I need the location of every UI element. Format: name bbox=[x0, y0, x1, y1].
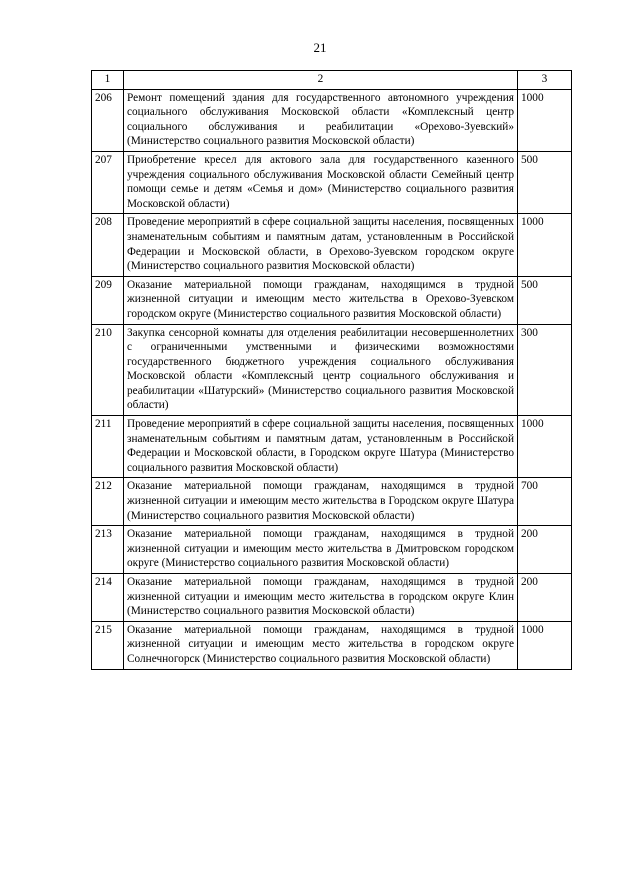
table-row bbox=[92, 276, 572, 324]
row-number: 212 bbox=[92, 478, 124, 526]
row-amount: 700 bbox=[518, 478, 572, 526]
row-description: Проведение мероприятий в сфере социальной защиты населения, посвященных знаменательным событиям и памятным датам, установленным в Российской Федерации и Московской области, в Городском округе Шатура (Министерство социального развития Московской области) bbox=[124, 416, 518, 478]
table-row bbox=[92, 526, 572, 574]
table-row bbox=[92, 478, 572, 526]
table-row bbox=[92, 151, 572, 213]
table-row bbox=[92, 621, 572, 669]
row-number: 214 bbox=[92, 574, 124, 622]
row-description: Проведение мероприятий в сфере социальной защиты населения, посвященных знаменательным событиям и памятным датам, установленным в Российской Федерации и Московской области, в Орехово-Зуевском городском округе (Министерство социального развития Московской области) bbox=[124, 214, 518, 276]
row-amount: 500 bbox=[518, 276, 572, 324]
row-amount: 500 bbox=[518, 151, 572, 213]
column-header-amount: 3 bbox=[518, 71, 572, 90]
row-amount: 200 bbox=[518, 574, 572, 622]
table-header-row bbox=[92, 71, 572, 90]
table-row bbox=[92, 214, 572, 276]
row-description: Оказание материальной помощи гражданам, находящимся в трудной жизненной ситуации и имеющим место жительства в городском округе Солнечногорск (Министерство социального развития Московской области) bbox=[124, 621, 518, 669]
row-amount: 1000 bbox=[518, 214, 572, 276]
row-amount: 1000 bbox=[518, 416, 572, 478]
row-number: 215 bbox=[92, 621, 124, 669]
table-row bbox=[92, 324, 572, 416]
row-description: Закупка сенсорной комнаты для отделения реабилитации несовершеннолетних с ограниченными умственными и физическими возможностями государственного бюджетного учреждения социального обслуживания Московской области «Комплексный центр социального обслуживания и реабилитации «Шатурский» (Министерство социального развития Московской области) bbox=[124, 324, 518, 416]
table-row bbox=[92, 574, 572, 622]
row-description: Оказание материальной помощи гражданам, находящимся в трудной жизненной ситуации и имеющим место жительства в Орехово-Зуевском городском округе (Министерство социального развития Московской области) bbox=[124, 276, 518, 324]
table-row bbox=[92, 416, 572, 478]
row-description: Приобретение кресел для актового зала для государственного казенного учреждения социального обслуживания Московской области Семейный центр помощи семье и детям «Семья и дом» (Министерство социального развития Московской области) bbox=[124, 151, 518, 213]
row-description: Оказание материальной помощи гражданам, находящимся в трудной жизненной ситуации и имеющим место жительства в городском округе Клин (Министерство социального развития Московской области) bbox=[124, 574, 518, 622]
page-number: 21 bbox=[313, 40, 327, 55]
row-description: Оказание материальной помощи гражданам, находящимся в трудной жизненной ситуации и имеющим место жительства в Дмитровском городском округе (Министерство социального развития Московской области) bbox=[124, 526, 518, 574]
table-row bbox=[92, 89, 572, 151]
row-number: 207 bbox=[92, 151, 124, 213]
column-header-number: 1 bbox=[92, 71, 124, 90]
row-amount: 1000 bbox=[518, 621, 572, 669]
row-number: 210 bbox=[92, 324, 124, 416]
row-number: 206 bbox=[92, 89, 124, 151]
row-amount: 300 bbox=[518, 324, 572, 416]
row-number: 209 bbox=[92, 276, 124, 324]
row-number: 211 bbox=[92, 416, 124, 478]
allocation-table bbox=[91, 70, 572, 670]
row-number: 213 bbox=[92, 526, 124, 574]
row-number: 208 bbox=[92, 214, 124, 276]
row-amount: 1000 bbox=[518, 89, 572, 151]
row-description: Ремонт помещений здания для государственного автономного учреждения социального обслуживания Московской области «Комплексный центр социального обслуживания и реабилитации «Орехово-Зуевский» (Министерство социального развития Московской области) bbox=[124, 89, 518, 151]
row-description: Оказание материальной помощи гражданам, находящимся в трудной жизненной ситуации и имеющим место жительства в Городском округе Шатура (Министерство социального развития Московской области) bbox=[124, 478, 518, 526]
row-amount: 200 bbox=[518, 526, 572, 574]
column-header-description: 2 bbox=[124, 71, 518, 90]
